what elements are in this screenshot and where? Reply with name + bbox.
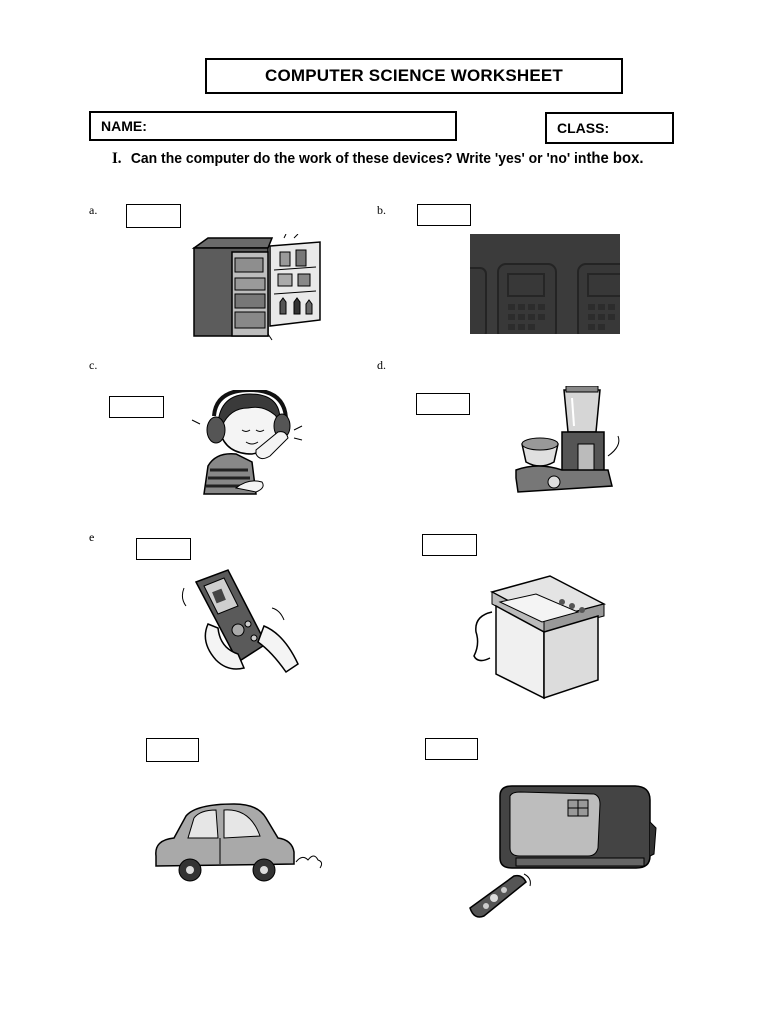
washing-machine-icon <box>466 572 606 700</box>
car-icon <box>150 802 326 884</box>
answer-box-e[interactable] <box>136 538 191 560</box>
answer-box-f[interactable] <box>422 534 477 556</box>
answer-box-b[interactable] <box>417 204 471 226</box>
refrigerator-icon <box>188 234 326 342</box>
question-number: I. <box>112 150 122 167</box>
question-tail: the box. <box>586 150 644 167</box>
item-letter-d: d. <box>377 358 386 372</box>
class-field[interactable] <box>545 112 674 144</box>
answer-box-h[interactable] <box>425 738 478 760</box>
answer-box-g[interactable] <box>146 738 199 762</box>
worksheet-title: COMPUTER SCIENCE WORKSHEET <box>205 58 623 94</box>
name-field[interactable] <box>89 111 457 141</box>
answer-box-d[interactable] <box>416 393 470 415</box>
mixer-grinder-icon <box>508 386 628 498</box>
television-with-remote-icon <box>464 782 662 922</box>
calculator-icon <box>470 234 620 334</box>
question-text: Can the computer do the work of these devices? Write 'yes' or 'no' in <box>130 150 587 167</box>
name-label: NAME: <box>101 118 147 134</box>
answer-box-c[interactable] <box>109 396 164 418</box>
boy-with-headphones-icon <box>186 390 306 498</box>
answer-box-a[interactable] <box>126 204 181 228</box>
video-game-controller-icon <box>180 568 306 678</box>
question-instruction <box>112 150 643 168</box>
item-letter-e: e <box>89 530 95 544</box>
class-label: CLASS: <box>557 120 610 136</box>
item-letter-b: b. <box>377 203 386 217</box>
item-letter-c: c. <box>89 358 98 372</box>
item-letter-a: a. <box>89 203 98 217</box>
